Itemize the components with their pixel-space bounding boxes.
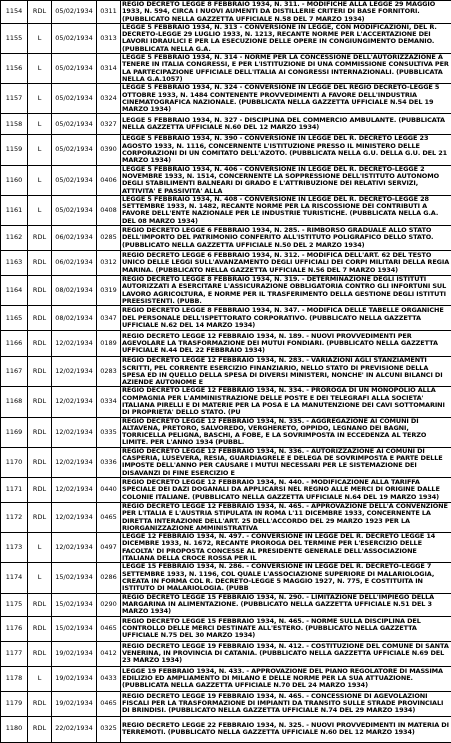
act-date: 19/02/1934 <box>52 641 97 666</box>
act-number: 0189 <box>97 331 121 357</box>
act-type: L <box>28 135 52 165</box>
act-number: 0334 <box>97 387 121 417</box>
act-description: REGIO DECRETO LEGGE 8 FEBBRAIO 1934, N. 311. - MODIFICHE ALLA LEGGE 29 MAGGIO 1933, N. 594, CIRCA I NUOVI AUMENTI DA DISTILLERIE CRITERI DI BASE FORNITORI. (PUBBLICATO NELLA GAZZETTA UFFICIALE N.58 DEL 7 MARZO 1934) <box>121 1 451 24</box>
row-number: 1160 <box>1 165 28 195</box>
row-number: 1174 <box>1 563 28 593</box>
act-number: 0286 <box>97 563 121 593</box>
act-description: REGIO DECRETO LEGGE 19 FEBBRAIO 1934, N. 412. - COSTITUZIONE DEL COMUNE DI SANTA VENERINA, IN PROVINCIA DI CATANIA. (PUBBLICATO NELLA GAZZETTA UFFICIALE N.69 DEL 23 MARZO 1934) <box>121 641 451 666</box>
row-number: 1167 <box>1 357 28 387</box>
row-number: 1164 <box>1 276 28 306</box>
act-number: 0390 <box>97 135 121 165</box>
row-number: 1173 <box>1 533 28 563</box>
act-date: 12/02/1934 <box>52 533 97 563</box>
table-row <box>1 691 451 716</box>
act-type: RDL <box>28 331 52 357</box>
act-date: 15/02/1934 <box>52 593 97 616</box>
table-row <box>1 1 451 24</box>
act-number: 0285 <box>97 226 121 251</box>
table-row <box>1 387 451 417</box>
table-row <box>1 716 451 742</box>
act-number: 0497 <box>97 533 121 563</box>
act-date: 12/02/1934 <box>52 447 97 477</box>
row-number: 1165 <box>1 306 28 331</box>
row-number: 1169 <box>1 417 28 447</box>
table-row <box>1 306 451 331</box>
table-row <box>1 135 451 165</box>
act-date: 08/02/1934 <box>52 306 97 331</box>
act-number: 0290 <box>97 593 121 616</box>
act-date: 05/02/1934 <box>52 23 97 53</box>
act-type: L <box>28 54 52 84</box>
act-type: RDL <box>28 447 52 477</box>
act-description: LEGGE 15 FEBBRAIO 1934, N. 286. - CONVERSIONE IN LEGGE DEL R. DECRETO-LEGGE 7 SETTEMBRE 1933, N. 1196, COL QUALE L'ASSOCIAZIONE SUPERIORE DI MALARIOLOGIA, CREATA IN FORMA COL R. DECRETO-LEGGE 5 MAGGIO 1927, N. 775, E COSTITUITA IN ISTITUTO DI MALARIOLOGIA. (PUBB <box>121 563 451 593</box>
table-row <box>1 477 451 502</box>
table-row <box>1 357 451 387</box>
row-number: 1155 <box>1 23 28 53</box>
act-description: REGIO DECRETO LEGGE 12 FEBBRAIO 1934, N. 335. - AGGREGAZIONE AI COMUNI DI ALTAVENA, PRETORO, SALVOREDO, VERGHERETO, OPPIDO, LEGNANO DEI BAGNI, TORRICELLA PELIGNA, BASCHI, A FOBE, E LA SOVRIMPOSTA IN ECCEDENZA AL TERZO LIMITE. PER L'ANNO 1934 (PUBBL. <box>121 417 451 447</box>
act-date: 12/02/1934 <box>52 477 97 502</box>
row-number: 1171 <box>1 477 28 502</box>
act-description: REGIO DECRETO LEGGE 12 FEBBRAIO 1934, N. 189. - NUOVI PROVVEDIMENTI PER AGEVOLARE LA TRASFORMAZIONE DEI MUTUI FONDIARI. (PUBBLICATO NELLA GAZZETTA UFFICIALE N.44 DEL 22 FEBBRAIO 1934) <box>121 331 451 357</box>
act-type: RDL <box>28 502 52 532</box>
act-number: 0313 <box>97 23 121 53</box>
laws-table-body <box>1 1 451 743</box>
act-description: REGIO DECRETO LEGGE 12 FEBBRAIO 1934, N. 336. - AUTORIZZAZIONE AI COMUNI DI CASPERIA, LUSEVERA, RESIA, GUARDIAGRELE E DELEGA DE SOVRIMPOSTA E PARTE DELLE IMPOSTE DELL'ANNO PER CAUSARE I MUTUI NECESSARI PER LE SISTEMAZIONE DEI DISAVANZI DI FINE ESERCIZIO E <box>121 447 451 477</box>
table-row <box>1 447 451 477</box>
act-date: 08/02/1934 <box>52 276 97 306</box>
act-description: LEGGE 19 FEBBRAIO 1934, N. 433. - APPROVAZIONE DEL PIANO REGOLATORE DI MASSIMA EDILIZIO ED AMPLIAMENTO DI MILANO E DELLE NORME PER LA SUA ATTUAZIONE. (PUBBLICATA NELLA GAZZETTA UFFICIALE N.70 DEL 24 MARZO 1934) <box>121 666 451 691</box>
act-date: 15/02/1934 <box>52 563 97 593</box>
act-number: 0408 <box>97 195 121 225</box>
table-row <box>1 276 451 306</box>
act-type: RDL <box>28 251 52 276</box>
act-date: 05/02/1934 <box>52 54 97 84</box>
act-date: 05/02/1934 <box>52 114 97 135</box>
act-number: 0283 <box>97 357 121 387</box>
act-description: LEGGE 5 FEBBRAIO 1934, N. 313 - CONVERSIONE IN LEGGE, CON MODIFICAZIONI, DEL R. DECRETO-LEGGE 29 LUGLIO 1933, N. 1213, RECANTE NORME PER L'ACCERTAZIONE DEI LAVORI IDRAULICI E PER LA ESECUZIONE DELLE OPERE IN CONGIUNGIMENTO DEMANIO. (PUBBLICATA NELLA G.A. <box>121 23 451 53</box>
act-date: 15/02/1934 <box>52 616 97 641</box>
act-date: 05/02/1934 <box>52 84 97 114</box>
row-number: 1179 <box>1 691 28 716</box>
table-row <box>1 666 451 691</box>
table-row <box>1 165 451 195</box>
table-row <box>1 195 451 225</box>
act-description: REGIO DECRETO LEGGE 12 FEBBRAIO 1934, N. 283. - VARIAZIONI AGLI STANZIAMENTI SCRITTI, PEL CORRENTE ESERCIZIO FINANZIARIO, NELLO STATO DI PREVISIONE DELLA SPESA ED IN QUELLO DELLA SPESA DI DIVERSI MINISTERI, NONCHE' IN ALCUNI BILANCI DI AZIENDE AUTONOME E <box>121 357 451 387</box>
act-type: RDL <box>28 306 52 331</box>
act-description: REGIO DECRETO LEGGE 19 FEBBRAIO 1934, N. 465. - CONCESSIONE DI AGEVOLAZIONI FISCALI PER LA TRASFORMAZIONE DI IMPIANTI DA TRANSITO SULLE STRADE PROVINCIALI DI BRINDISI. (PUBBLICATO NELLA GAZZETTA UFFICIALE N.74 DEL 29 MARZO 1934) <box>121 691 451 716</box>
row-number: 1168 <box>1 387 28 417</box>
act-number: 0406 <box>97 165 121 195</box>
act-number: 0440 <box>97 477 121 502</box>
table-row <box>1 226 451 251</box>
table-row <box>1 533 451 563</box>
table-row <box>1 563 451 593</box>
act-description: LEGGE 5 FEBBRAIO 1934, N. 324 - CONVERSIONE IN LEGGE DEL REGIO DECRETO-LEGGE 5 OTTOBRE 1933, N. 1484 CONTENENTE PROVVEDIMENTI A FAVORE DELL'INDUSTRIA CINEMATOGRAFICA NAZIONALE. (PUBBLICATA NELLA GAZZETTA UFFICIALE N.54 DEL 19 MARZO 1934) <box>121 84 451 114</box>
act-number: 0311 <box>97 1 121 24</box>
act-type: RDL <box>28 387 52 417</box>
act-date: 12/02/1934 <box>52 331 97 357</box>
row-number: 1156 <box>1 54 28 84</box>
table-row <box>1 114 451 135</box>
act-description: REGIO DECRETO LEGGE 8 FEBBRAIO 1934, N. 319. - DETERMINAZIONE DEGLI ISTITUTI AUTORIZZATI A ESERCITARE L'ASSICURAZIONE OBBLIGATORIA CONTRO GLI INFORTUNI SUL LAVORO AGRICOLTURA, E NORME PER IL TRASFERIMENTO DELLA GESTIONE DEGLI ISTITUTI PREESISTENTI. (PUBB. <box>121 276 451 306</box>
act-description: REGIO DECRETO LEGGE 12 FEBBRAIO 1934, N. 334. - PROROGA DI UN MONOPOLIO ALLA COMPAGNIA PER L'AMMINISTRAZIONE DELLE POSTE E DEI TELEGRAFI ALLA SOCIETA' ITALIANA PIRELLI E DI MATERIE PER LA POSA E LA MANUTENZIONE DEI CAVI SOTTOMARINI DI PROPRIETA' DELLO STATO. (PU <box>121 387 451 417</box>
act-type: RDL <box>28 1 52 24</box>
table-row <box>1 616 451 641</box>
row-number: 1162 <box>1 226 28 251</box>
act-description: LEGGE 12 FEBBRAIO 1934, N. 497. - CONVERSIONE IN LEGGE DEL R. DECRETO LEGGE 14 DICEMBRE 1933, N. 1672, RECANTE PROROGA DEL TERMINE PER L'ESERCIZIO DELLE FACOLTA' DI PROPOSTA CONCESSE AL PRESIDENTE GENERALE DELL'ASSOCIAZIONE ITALIANA DELLA CROCE ROSSA PER IL <box>121 533 451 563</box>
act-type: RDL <box>28 226 52 251</box>
act-number: 0465 <box>97 616 121 641</box>
act-type: L <box>28 563 52 593</box>
act-type: L <box>28 195 52 225</box>
act-description: LEGGE 5 FEBBRAIO 1934, N. 327 - DISCIPLINA DEL COMMERCIO AMBULANTE. (PUBBLICATA NELLA GAZZETTA UFFICIALE N.60 DEL 12 MARZO 1934) <box>121 114 451 135</box>
act-description: REGIO DECRETO LEGGE 8 FEBBRAIO 1934, N. 347. - MODIFICA DELLE TABELLE ORGANICHE DEL PERSONALE DELL'ISPETTORATO CORPORATIVO. (PUBBLICATO NELLA GAZZETTA UFFICIALE N.62 DEL 14 MARZO 1934) <box>121 306 451 331</box>
act-number: 0324 <box>97 84 121 114</box>
act-number: 0412 <box>97 641 121 666</box>
act-description: REGIO DECRETO LEGGE 6 FEBBRAIO 1934, N. 285. - RIMBORSO GRADUALE ALLO STATO DELL'IMPORTO DEL PATRIMONIO CONFERITO ALL'ISTITUTO POLIGRAFICO DELLO STATO. (PUBBLICATO NELLA GAZZETTA UFFICIALE N.50 DEL 2 MARZO 1934) <box>121 226 451 251</box>
table-row <box>1 502 451 532</box>
act-number: 0465 <box>97 691 121 716</box>
row-number: 1178 <box>1 666 28 691</box>
act-description: LEGGE 5 FEBBRAIO 1934, N. 314 - NORME PER LA CONCESSIONE DELL'AUTORIZZAZIONE A TENERE IN ITALIA CONGRESSI, E PER L'ISTITUZIONE DI UNA COMMISSIONE CONSULTIVA PER LA PARTECIPAZIONE UFFICIALE DELL'ITALIA AI CONGRESSI INTERNAZIONALI. (PUBBLICATA NELLA G.A.1057) <box>121 54 451 84</box>
act-type: RDL <box>28 716 52 742</box>
act-description: REGIO DECRETO LEGGE 15 FEBBRAIO 1934, N. 465. - NORME SULLA DISCIPLINA DEL CONTROLLO DELLE MERCI DESTINATE ALL'ESTERO. (PUBBLICATO NELLA GAZZETTA UFFICIALE N.75 DEL 30 MARZO 1934) <box>121 616 451 641</box>
act-type: L <box>28 23 52 53</box>
table-row <box>1 84 451 114</box>
act-date: 05/02/1934 <box>52 195 97 225</box>
act-type: RDL <box>28 276 52 306</box>
row-number: 1180 <box>1 716 28 742</box>
act-date: 12/02/1934 <box>52 357 97 387</box>
act-date: 12/02/1934 <box>52 502 97 532</box>
row-number: 1158 <box>1 114 28 135</box>
act-number: 0325 <box>97 716 121 742</box>
act-type: L <box>28 114 52 135</box>
act-number: 0314 <box>97 54 121 84</box>
act-type: L <box>28 165 52 195</box>
row-number: 1166 <box>1 331 28 357</box>
table-row <box>1 417 451 447</box>
act-date: 12/02/1934 <box>52 387 97 417</box>
act-date: 06/02/1934 <box>52 226 97 251</box>
act-number: 0336 <box>97 447 121 477</box>
act-date: 22/02/1934 <box>52 716 97 742</box>
act-description: REGIO DECRETO LEGGE 15 FEBBRAIO 1934, N. 290. - LIMITAZIONE DELL'IMPIEGO DELLA MARGARINA IN ALIMENTAZIONE. (PUBBLICATO NELLA GAZZETTA UFFICIALE N.51 DEL 3 MARZO 1934) <box>121 593 451 616</box>
table-row <box>1 593 451 616</box>
act-number: 0319 <box>97 276 121 306</box>
table-row <box>1 23 451 53</box>
act-description: LEGGE 5 FEBBRAIO 1934, N. 390 - CONVERSIONE IN LEGGE DEL R. DECRETO LEGGE 23 AGOSTO 1933, N. 1116, CONCERNENTE L'ISTITUZIONE PRESSO IL MINISTERO DELLE CORPORAZIONI DI UN COMITATO DELL'AZOTO. (PUBBLICATA NELLA G.U. DELLA G.U. DEL 21 MARZO 1934) <box>121 135 451 165</box>
act-number: 0312 <box>97 251 121 276</box>
act-description: LEGGE 5 FEBBRAIO 1934, N. 408 - CONVERSIONE IN LEGGE DEL R. DECRETO-LEGGE 28 SETTEMBRE 1933, N. 1482, RECANTE NORME PER LA RISCOSSIONE DEI CONTRIBUTI A FAVORE DELL'ENTE NAZIONALE PER LE INDUSTRIE TURISTICHE. (PUBBLICATA NELLA G.A. DEL 08 MARZO 1934) <box>121 195 451 225</box>
act-number: 0433 <box>97 666 121 691</box>
act-description: REGIO DECRETO LEGGE 22 FEBBRAIO 1934, N. 325. - NUOVI PROVVEDIMENTI IN MATERIA DI TERREMOTI. (PUBBLICATO NELLA GAZZETTA UFFICIALE N.60 DEL 12 MARZO 1934) <box>121 716 451 742</box>
act-date: 12/02/1934 <box>52 417 97 447</box>
row-number: 1157 <box>1 84 28 114</box>
row-number: 1154 <box>1 1 28 24</box>
act-type: RDL <box>28 641 52 666</box>
act-date: 19/02/1934 <box>52 666 97 691</box>
act-date: 05/02/1934 <box>52 1 97 24</box>
act-type: L <box>28 533 52 563</box>
act-description: REGIO DECRETO LEGGE 6 FEBBRAIO 1934, N. 312. - MODIFICA DELL'ART. 62 DEL TESTO UNICO DELLE LEGGI SULL'AVANZAMENTO DEGLI UFFICIALI DEI CORPI MILITARI DELLA REGIA MARINA. (PUBBLICATO NELLA GAZZETTA UFFICIALE N.56 DEL 7 MARZO 1934) <box>121 251 451 276</box>
act-number: 0327 <box>97 114 121 135</box>
table-row <box>1 331 451 357</box>
act-type: RDL <box>28 616 52 641</box>
act-type: RDL <box>28 593 52 616</box>
row-number: 1159 <box>1 135 28 165</box>
act-type: L <box>28 666 52 691</box>
row-number: 1172 <box>1 502 28 532</box>
act-number: 0465 <box>97 502 121 532</box>
act-number: 0335 <box>97 417 121 447</box>
act-description: REGIO DECRETO LEGGE 12 FEBBRAIO 1934, N. 440. - MODIFICAZIONE ALLA TARIFFA SPECIALE DEI DAZI DOGANALI DA APPLICARSI NEL REGNO ALLE MERCI DI ORIGINE DALLE COLONIE ITALIANE. (PUBBLICATO NELLA GAZZETTA UFFICIALE N.64 DEL 19 MARZO 1934) <box>121 477 451 502</box>
table-row <box>1 641 451 666</box>
act-type: RDL <box>28 417 52 447</box>
act-description: LEGGE 5 FEBBRAIO 1934, N. 406 - CONVERSIONE IN LEGGE DEL R. DECRETO-LEGGE 2 NOVEMBRE 1933, N. 1514, CONCERNENTE LA SOPPRESSIONE DELL'ISTITUTO AUTONOMO DEGLI STABILIMENTI BALNEARI DI GRADO E L'ATTRIBUZIONE DEI RELATIVI SERVIZI, ATTIVITA' E PASSIVITA' ALLA <box>121 165 451 195</box>
act-type: RDL <box>28 691 52 716</box>
act-date: 19/02/1934 <box>52 691 97 716</box>
act-number: 0347 <box>97 306 121 331</box>
act-date: 06/02/1934 <box>52 251 97 276</box>
row-number: 1176 <box>1 616 28 641</box>
table-row <box>1 251 451 276</box>
row-number: 1163 <box>1 251 28 276</box>
table-row <box>1 54 451 84</box>
act-date: 05/02/1934 <box>52 135 97 165</box>
row-number: 1175 <box>1 593 28 616</box>
row-number: 1170 <box>1 447 28 477</box>
act-type: RDL <box>28 477 52 502</box>
row-number: 1161 <box>1 195 28 225</box>
act-date: 05/02/1934 <box>52 165 97 195</box>
act-type: RDL <box>28 357 52 387</box>
row-number: 1177 <box>1 641 28 666</box>
act-type: L <box>28 84 52 114</box>
act-description: REGIO DECRETO LEGGE 12 FEBBRAIO 1934, N. 465. - APPROVAZIONE DELL'A CONVENZIONE PER L'ITALIA E L'AUSTRIA STIPULATA IN ROMA L'11 DICEMBRE 1933, CONCERNENTE LA DIRETTA INTERAZIONE DELL'ART. 25 DELL'ACCORDO DEL 29 MARZO 1923 PER LA RIORGANIZZAZIONE AMMINISTRATIVA <box>121 502 451 532</box>
